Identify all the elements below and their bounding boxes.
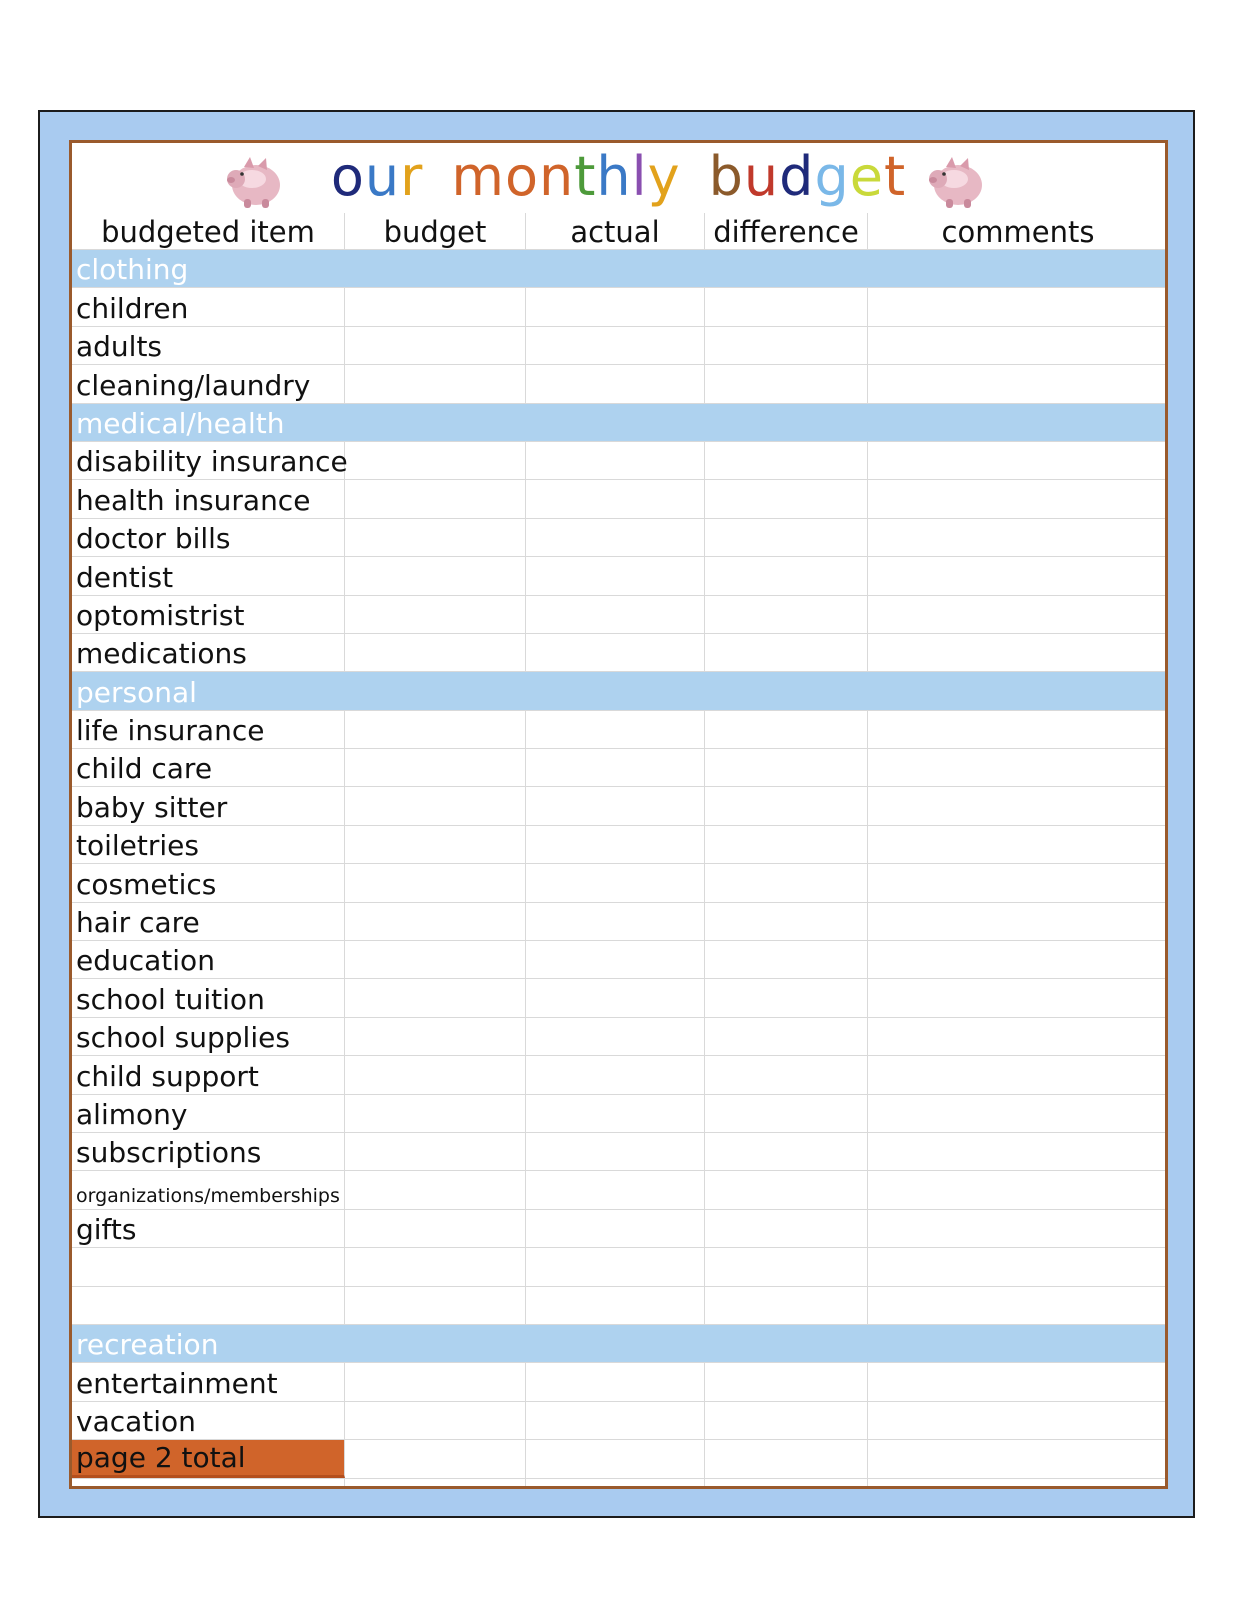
budget-cell[interactable] (345, 596, 526, 633)
comments-cell[interactable] (868, 442, 1168, 479)
budget-cell[interactable] (345, 1479, 526, 1490)
title-letter: r (400, 145, 424, 208)
item-cell (72, 711, 345, 748)
section-row (72, 250, 1165, 288)
budget-cell[interactable] (345, 1248, 526, 1285)
difference-cell[interactable] (705, 596, 868, 633)
difference-cell[interactable] (705, 864, 868, 901)
table-row (72, 480, 1165, 518)
title-letter: o (330, 145, 365, 208)
budget-cell[interactable] (345, 1056, 526, 1093)
comments-cell[interactable] (868, 1133, 1168, 1170)
actual-cell[interactable] (526, 1402, 705, 1439)
title-row (72, 143, 1165, 213)
actual-cell[interactable] (526, 365, 705, 402)
budget-cell[interactable] (345, 749, 526, 786)
title-letter: n (539, 145, 575, 208)
difference-cell[interactable] (705, 1171, 868, 1208)
difference-cell[interactable] (705, 442, 868, 479)
table-row (72, 1210, 1165, 1248)
total-row (72, 1440, 1165, 1478)
item-cell (72, 826, 345, 863)
budget-cell[interactable] (345, 1402, 526, 1439)
table-row (72, 1287, 1165, 1325)
budget-cell[interactable] (345, 480, 526, 517)
comments-cell[interactable] (868, 711, 1168, 748)
difference-cell[interactable] (705, 288, 868, 325)
item-cell (72, 1479, 345, 1490)
difference-cell[interactable] (705, 749, 868, 786)
comments-cell[interactable] (868, 1171, 1168, 1208)
difference-cell[interactable] (705, 903, 868, 940)
item-cell (72, 1171, 345, 1208)
comments-cell[interactable] (868, 1018, 1168, 1055)
comments-cell[interactable] (868, 1287, 1168, 1324)
item-label: children (76, 291, 189, 325)
actual-cell[interactable] (526, 1095, 705, 1132)
item-cell (72, 1363, 345, 1400)
budget-cell[interactable] (345, 711, 526, 748)
difference-cell[interactable] (705, 557, 868, 594)
table-row (72, 596, 1165, 634)
budget-cell[interactable] (345, 1171, 526, 1208)
item-label: life insurance (76, 714, 265, 748)
comments-cell[interactable] (868, 1402, 1168, 1439)
item-label: baby sitter (76, 790, 228, 824)
table-row (72, 787, 1165, 825)
table-row (72, 826, 1165, 864)
difference-cell[interactable] (705, 941, 868, 978)
title-letter: b (708, 145, 744, 208)
comments-cell[interactable] (868, 826, 1168, 863)
difference-cell[interactable] (705, 1056, 868, 1093)
section-cell (72, 404, 1165, 441)
budget-cell[interactable] (345, 826, 526, 863)
piggy-bank-icon (924, 149, 988, 211)
item-cell (72, 787, 345, 824)
table-row (72, 979, 1165, 1017)
actual-cell[interactable] (526, 634, 705, 671)
comments-cell[interactable] (868, 327, 1168, 364)
comments-cell[interactable] (868, 1248, 1168, 1285)
table-row (72, 557, 1165, 595)
header-difference: difference (705, 213, 868, 249)
actual-cell[interactable] (526, 1018, 705, 1055)
budget-cell[interactable] (345, 979, 526, 1016)
actual-cell[interactable] (526, 1133, 705, 1170)
header-row (72, 213, 1165, 250)
actual-cell[interactable] (526, 787, 705, 824)
actual-cell[interactable] (526, 596, 705, 633)
budget-cell[interactable] (345, 1210, 526, 1247)
actual-cell[interactable] (526, 480, 705, 517)
comments-cell[interactable] (868, 749, 1168, 786)
item-cell (72, 442, 348, 479)
table-row (72, 1133, 1165, 1171)
budget-cell[interactable] (345, 1133, 526, 1170)
actual-cell[interactable] (526, 1287, 705, 1324)
table-row (72, 749, 1165, 787)
header-actual: actual (526, 213, 705, 249)
actual-cell[interactable] (526, 864, 705, 901)
item-label: organizations/memberships (76, 1184, 340, 1207)
section-cell (72, 250, 1165, 287)
title-letter: g (814, 145, 850, 208)
actual-cell[interactable] (526, 442, 705, 479)
difference-cell[interactable] (705, 826, 868, 863)
budget-cell[interactable] (345, 1363, 526, 1400)
actual-cell[interactable] (526, 1248, 705, 1285)
item-cell (72, 1056, 345, 1093)
table-row (72, 1479, 1165, 1490)
title-letter: l (631, 145, 648, 208)
item-label: optomistrist (76, 598, 245, 632)
page-title (72, 145, 1165, 209)
difference-cell[interactable] (705, 634, 868, 671)
item-cell (72, 1018, 345, 1055)
header-budgeted-item: budgeted item (72, 213, 345, 249)
table-row (72, 864, 1165, 902)
actual-cell[interactable] (526, 1056, 705, 1093)
actual-cell[interactable] (526, 1440, 705, 1477)
budget-cell[interactable] (345, 941, 526, 978)
difference-cell[interactable] (705, 1440, 868, 1477)
title-letter: t (883, 145, 907, 208)
header-budget: budget (345, 213, 526, 249)
difference-cell[interactable] (705, 1018, 868, 1055)
comments-cell[interactable] (868, 365, 1168, 402)
comments-cell[interactable] (868, 1056, 1168, 1093)
item-label: toiletries (76, 829, 199, 863)
difference-cell[interactable] (705, 1210, 868, 1247)
budget-cell[interactable] (345, 1095, 526, 1132)
title-letter: m (451, 145, 505, 208)
table-row (72, 1095, 1165, 1133)
comments-cell[interactable] (868, 634, 1168, 671)
section-row (72, 1325, 1165, 1363)
comments-cell[interactable] (868, 1440, 1168, 1477)
comments-cell[interactable] (868, 979, 1168, 1016)
table-row (72, 1363, 1165, 1401)
title-letter: e (849, 145, 884, 208)
budget-cell[interactable] (345, 1440, 526, 1477)
item-label: cleaning/laundry (76, 368, 311, 402)
actual-cell[interactable] (526, 288, 705, 325)
item-cell (72, 596, 345, 633)
comments-cell[interactable] (868, 787, 1168, 824)
comments-cell[interactable] (868, 1363, 1168, 1400)
difference-cell[interactable] (705, 787, 868, 824)
item-cell (72, 1440, 345, 1477)
item-label: gifts (76, 1213, 137, 1247)
table-row (72, 519, 1165, 557)
comments-cell[interactable] (868, 557, 1168, 594)
header-comments: comments (941, 215, 1095, 249)
budget-cell[interactable] (345, 787, 526, 824)
difference-cell[interactable] (705, 480, 868, 517)
item-cell (72, 1248, 345, 1285)
item-label: dentist (76, 560, 174, 594)
table-row (72, 941, 1165, 979)
comments-cell[interactable] (868, 480, 1168, 517)
table-row (72, 442, 1165, 480)
item-label: entertainment (76, 1366, 278, 1400)
budget-cell[interactable] (345, 634, 526, 671)
budget-cell[interactable] (345, 288, 526, 325)
section-label: medical/health (76, 406, 285, 440)
table-body (72, 250, 1165, 1489)
section-label: recreation (76, 1328, 219, 1362)
item-cell (72, 557, 345, 594)
budget-cell[interactable] (345, 864, 526, 901)
comments-cell[interactable] (868, 1095, 1168, 1132)
comments-cell[interactable] (868, 1479, 1168, 1490)
section-row (72, 404, 1165, 442)
section-label: personal (76, 675, 197, 709)
item-cell (72, 979, 345, 1016)
section-cell (72, 1325, 1165, 1362)
section-row (72, 672, 1165, 710)
difference-cell[interactable] (705, 1248, 868, 1285)
actual-cell[interactable] (526, 1210, 705, 1247)
item-cell (72, 864, 345, 901)
actual-cell[interactable] (526, 519, 705, 556)
budget-table (72, 213, 1165, 1489)
table-row (72, 634, 1165, 672)
budget-sheet (69, 140, 1168, 1489)
item-label: health insurance (76, 483, 311, 517)
difference-cell[interactable] (705, 1363, 868, 1400)
difference-cell[interactable] (705, 1095, 868, 1132)
table-row (72, 365, 1165, 403)
difference-cell[interactable] (705, 1287, 868, 1324)
difference-cell[interactable] (705, 1402, 868, 1439)
item-cell (72, 634, 345, 671)
title-letter: o (504, 145, 539, 208)
comments-cell[interactable] (868, 903, 1168, 940)
item-label: school supplies (76, 1021, 290, 1055)
table-row (72, 1018, 1165, 1056)
item-cell (72, 365, 345, 402)
title-letter: d (779, 145, 815, 208)
actual-cell[interactable] (526, 749, 705, 786)
table-row (72, 1056, 1165, 1094)
item-label: disability insurance (76, 445, 348, 479)
actual-cell[interactable] (526, 327, 705, 364)
comments-cell[interactable] (868, 1210, 1168, 1247)
difference-cell[interactable] (705, 1133, 868, 1170)
difference-cell[interactable] (705, 711, 868, 748)
actual-cell[interactable] (526, 711, 705, 748)
item-label: cosmetics (76, 867, 217, 901)
table-row (72, 288, 1165, 326)
item-label: adults (76, 330, 163, 364)
item-label: child care (76, 752, 213, 786)
item-cell (72, 519, 345, 556)
table-row (72, 1402, 1165, 1440)
table-row (72, 903, 1165, 941)
budget-cell[interactable] (345, 557, 526, 594)
budget-cell[interactable] (345, 519, 526, 556)
item-cell (72, 903, 345, 940)
actual-cell[interactable] (526, 941, 705, 978)
budget-cell[interactable] (345, 1018, 526, 1055)
difference-cell[interactable] (705, 1479, 868, 1490)
budget-cell[interactable] (345, 365, 526, 402)
item-cell (72, 1133, 345, 1170)
item-cell (72, 1287, 345, 1324)
difference-cell[interactable] (705, 327, 868, 364)
item-cell (72, 1210, 345, 1247)
item-cell (72, 480, 345, 517)
item-cell (72, 327, 345, 364)
difference-cell[interactable] (705, 365, 868, 402)
title-letter: y (647, 145, 681, 208)
item-cell (72, 1095, 345, 1132)
actual-cell[interactable] (526, 1363, 705, 1400)
item-label: education (76, 944, 215, 978)
item-cell (72, 1402, 345, 1439)
actual-cell[interactable] (526, 557, 705, 594)
section-label: clothing (76, 253, 189, 287)
budget-cell[interactable] (345, 442, 526, 479)
item-cell (72, 288, 345, 325)
item-label: hair care (76, 906, 200, 940)
title-letter: t (574, 145, 597, 208)
section-cell (72, 672, 1165, 709)
budget-cell[interactable] (345, 903, 526, 940)
actual-cell[interactable] (526, 1171, 705, 1208)
actual-cell[interactable] (526, 826, 705, 863)
item-label: child support (76, 1059, 259, 1093)
total-label: page 2 total (76, 1440, 246, 1474)
table-row (72, 327, 1165, 365)
comments-cell[interactable] (868, 941, 1168, 978)
item-label: alimony (76, 1097, 188, 1131)
comments-cell[interactable] (868, 519, 1168, 556)
table-row (72, 1248, 1165, 1286)
comments-cell[interactable] (868, 596, 1168, 633)
difference-cell[interactable] (705, 979, 868, 1016)
table-row (72, 711, 1165, 749)
item-cell (72, 941, 345, 978)
title-letter: h (596, 145, 632, 208)
item-label: doctor bills (76, 522, 231, 556)
actual-cell[interactable] (526, 903, 705, 940)
title-letter: u (743, 145, 780, 208)
comments-cell[interactable] (868, 864, 1168, 901)
title-letter: u (364, 145, 401, 208)
item-cell (72, 749, 345, 786)
table-row (72, 1171, 1165, 1209)
item-label: vacation (76, 1405, 196, 1439)
comments-cell[interactable] (868, 288, 1168, 325)
actual-cell[interactable] (526, 979, 705, 1016)
actual-cell[interactable] (526, 1479, 705, 1490)
budget-cell[interactable] (345, 327, 526, 364)
budget-cell[interactable] (345, 1287, 526, 1324)
item-label: subscriptions (76, 1136, 262, 1170)
item-label: school tuition (76, 982, 265, 1016)
item-label: medications (76, 637, 247, 671)
difference-cell[interactable] (705, 519, 868, 556)
